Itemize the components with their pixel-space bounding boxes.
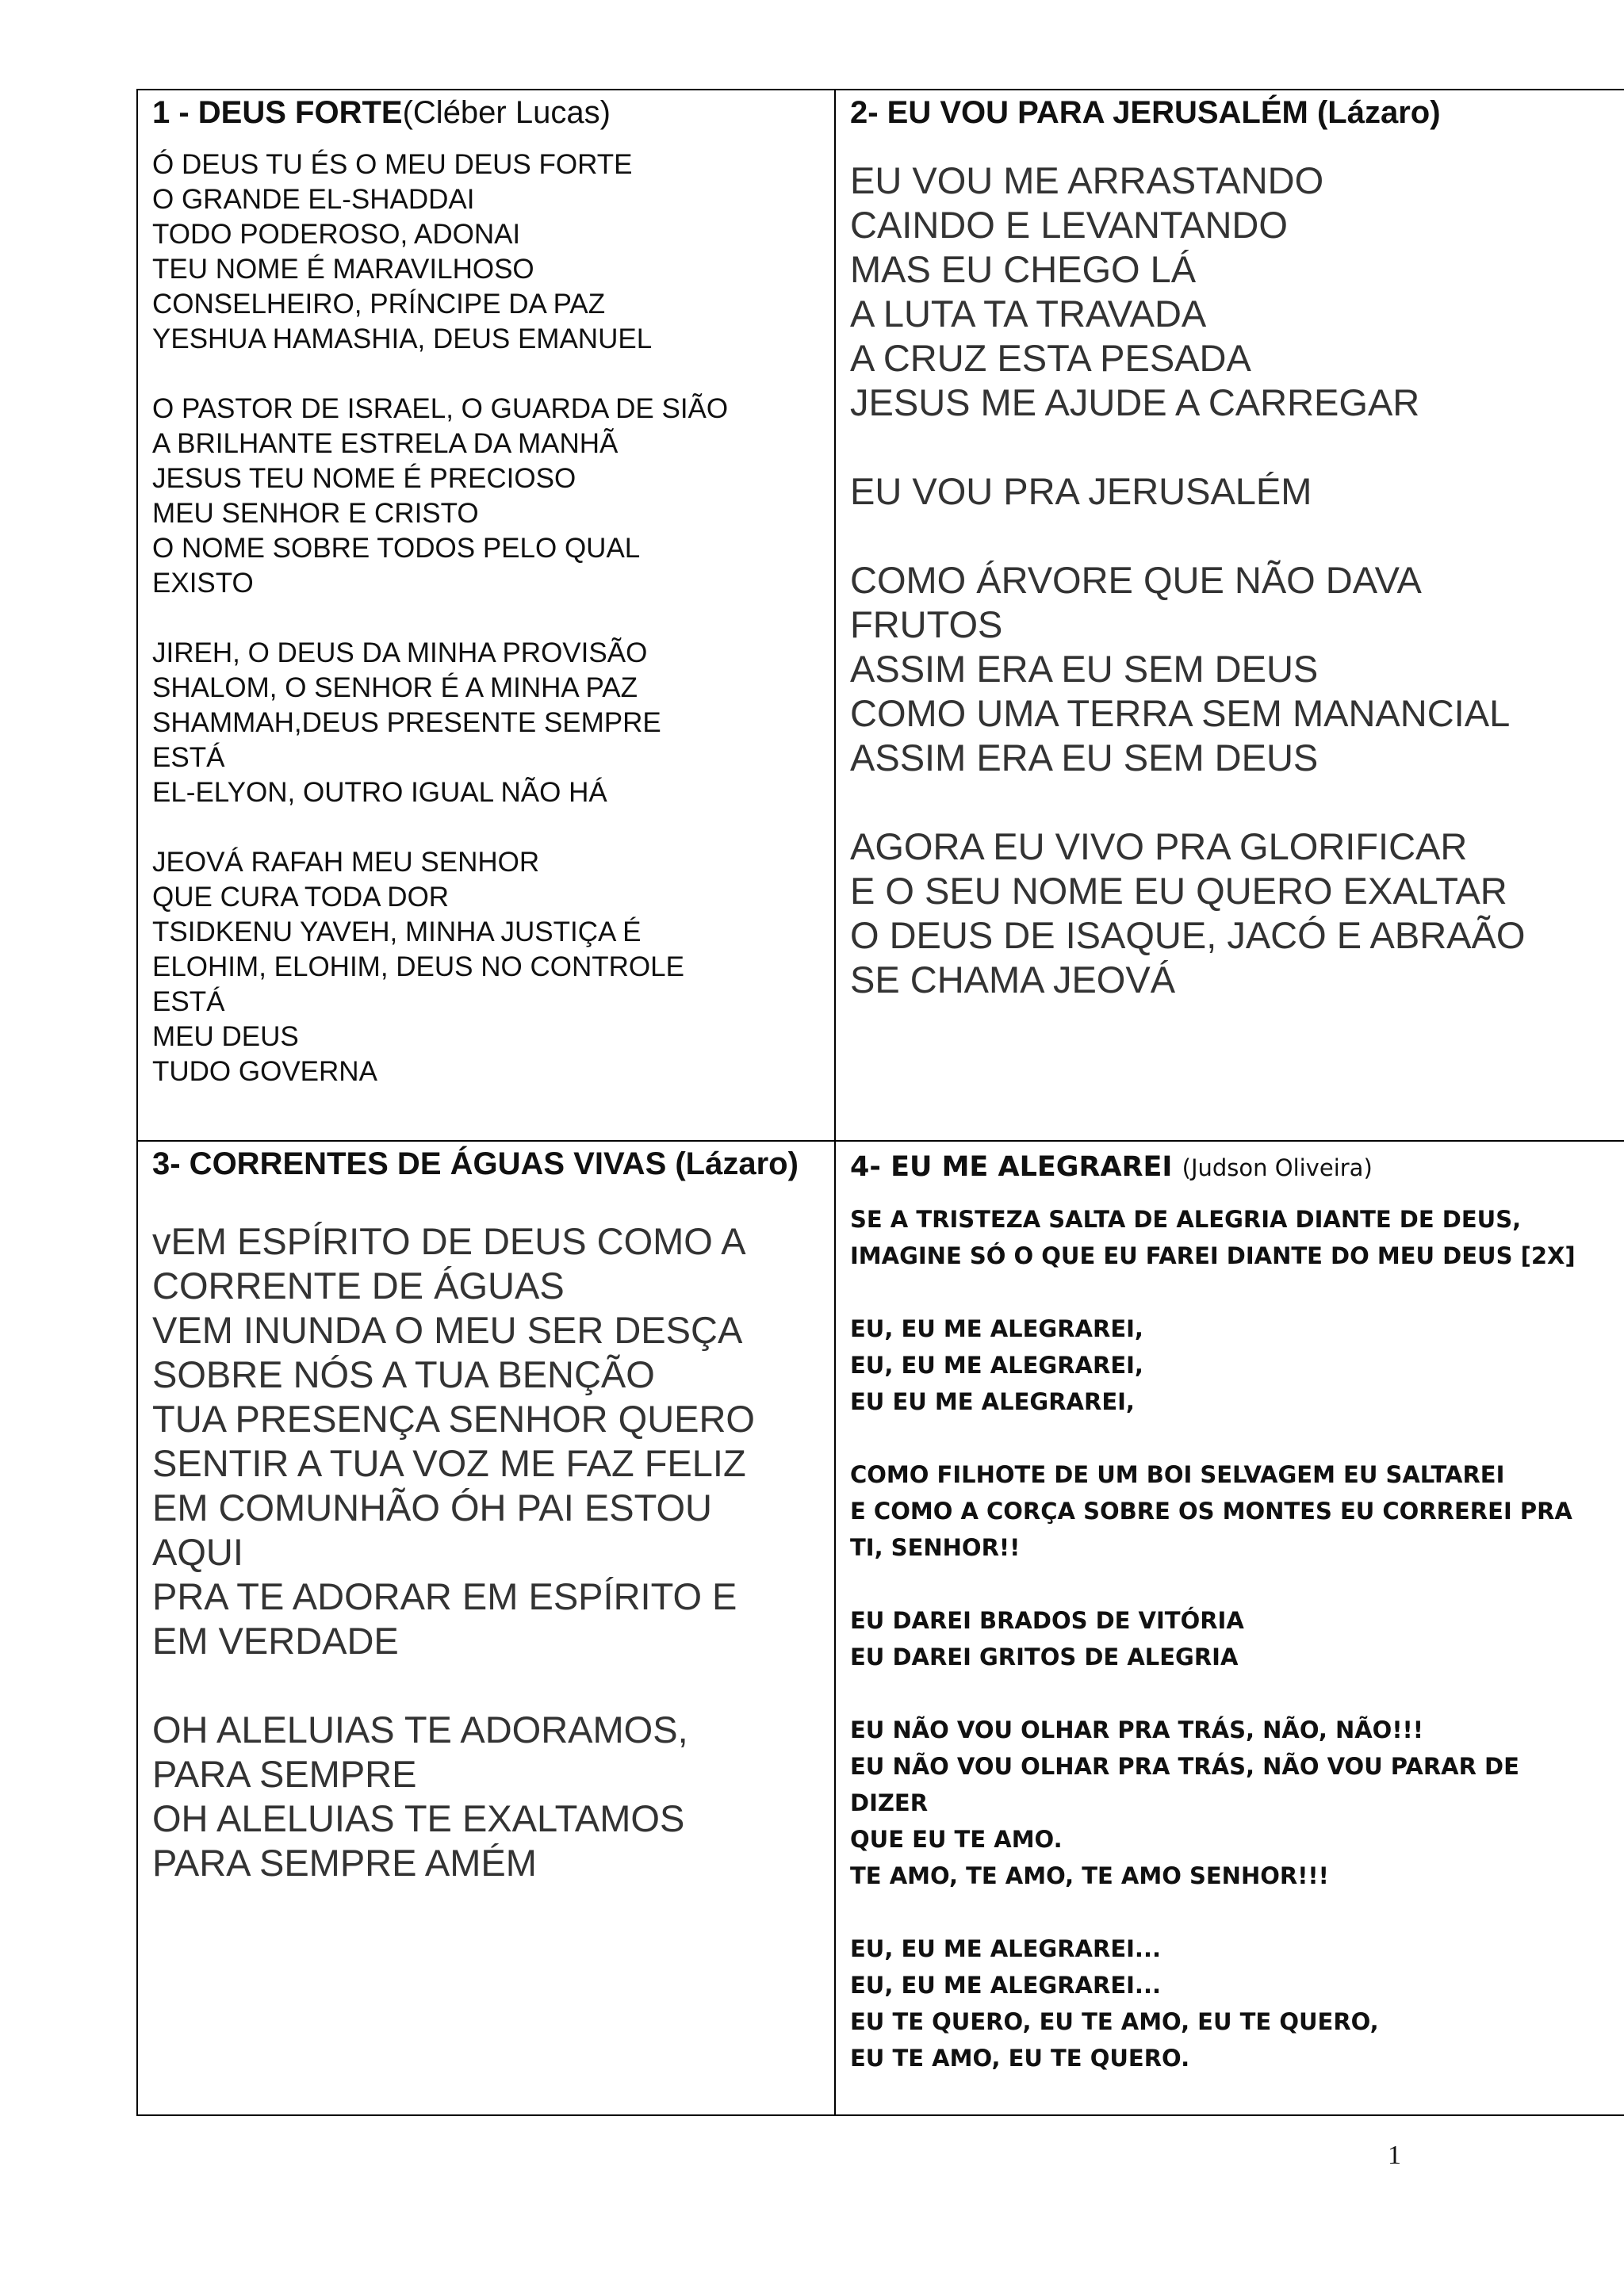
song-title: 4- EU ME ALEGRAREI — [850, 1151, 1173, 1183]
lyric-line: FRUTOS — [850, 603, 1003, 645]
lyric-line: EU NÃO VOU OLHAR PRA TRÁS, NÃO VOU PARAR DE — [850, 1753, 1519, 1780]
lyric-stanza — [850, 1201, 1622, 1274]
lyric-line: EM COMUNHÃO ÓH PAI ESTOU — [152, 1487, 712, 1529]
lyric-line: ELOHIM, ELOHIM, DEUS NO CONTROLE — [152, 951, 684, 982]
lyric-line: TODO PODEROSO, ADONAI — [152, 219, 521, 250]
lyric-line: ESTÁ — [152, 986, 225, 1017]
lyric-line: ASSIM ERA EU SEM DEUS — [850, 737, 1319, 779]
song-title: 2- EU VOU PARA JERUSALÉM (Lázaro) — [850, 95, 1441, 130]
lyric-stanza — [850, 558, 1622, 780]
lyric-stanza — [152, 1219, 820, 1663]
lyric-line: EU EU ME ALEGRAREI, — [850, 1388, 1135, 1415]
lyric-stanza — [850, 1456, 1622, 1566]
lyric-line: SENTIR A TUA VOZ ME FAZ FELIZ — [152, 1442, 746, 1484]
lyric-stanza — [152, 1708, 820, 1885]
lyric-line: EU VOU ME ARRASTANDO — [850, 159, 1324, 201]
lyric-line: OH ALELUIAS TE EXALTAMOS — [152, 1797, 685, 1839]
song-title: 3- CORRENTES DE ÁGUAS VIVAS (Lázaro) — [152, 1146, 799, 1181]
lyric-stanza — [152, 636, 820, 810]
song-cell-2 — [835, 90, 1624, 1141]
lyric-line: SE CHAMA JEOVÁ — [850, 959, 1176, 1001]
lyric-line: Ó DEUS TU ÉS O MEU DEUS FORTE — [152, 149, 633, 180]
lyric-line: JIREH, O DEUS DA MINHA PROVISÃO — [152, 637, 648, 668]
lyric-line: JESUS TEU NOME É PRECIOSO — [152, 463, 576, 494]
lyric-stanza — [850, 1311, 1622, 1420]
lyric-stanza — [850, 1931, 1622, 2076]
lyric-line: TE AMO, TE AMO, TE AMO SENHOR!!! — [850, 1862, 1329, 1889]
table-row — [137, 1141, 1624, 2115]
lyric-line: TUA PRESENÇA SENHOR QUERO — [152, 1398, 755, 1440]
lyric-stanza — [152, 147, 820, 357]
lyric-line: E O SEU NOME EU QUERO EXALTAR — [850, 870, 1507, 912]
lyric-line: TSIDKENU YAVEH, MINHA JUSTIÇA É — [152, 916, 642, 947]
lyric-stanza — [850, 825, 1622, 1002]
lyric-line: AGORA EU VIVO PRA GLORIFICAR — [850, 825, 1468, 867]
lyric-stanza — [152, 392, 820, 601]
song-author: (Judson Oliveira) — [1182, 1154, 1373, 1181]
lyric-line: MEU SENHOR E CRISTO — [152, 498, 479, 529]
lyric-line: O PASTOR DE ISRAEL, O GUARDA DE SIÃO — [152, 393, 729, 424]
lyric-line: DIZER — [850, 1789, 929, 1816]
lyric-line: PRA TE ADORAR EM ESPÍRITO E — [152, 1575, 737, 1617]
lyric-line: EU TE AMO, EU TE QUERO. — [850, 2045, 1190, 2072]
lyric-line: COMO FILHOTE DE UM BOI SELVAGEM EU SALTAREI — [850, 1461, 1505, 1488]
lyric-stanza — [850, 159, 1622, 425]
page-number: 1 — [1388, 2141, 1401, 2170]
lyric-line: E COMO A CORÇA SOBRE OS MONTES EU CORREREI PRA — [850, 1498, 1572, 1525]
lyric-line: OH ALELUIAS TE ADORAMOS, — [152, 1709, 688, 1751]
lyric-line: QUE EU TE AMO. — [850, 1826, 1063, 1853]
lyric-line: EM VERDADE — [152, 1620, 399, 1662]
lyric-stanza — [850, 469, 1622, 514]
lyric-line: EU, EU ME ALEGRAREI... — [850, 1935, 1161, 1962]
lyric-line: EU TE QUERO, EU TE AMO, EU TE QUERO, — [850, 2008, 1379, 2035]
lyric-line: SE A TRISTEZA SALTA DE ALEGRIA DIANTE DE DEUS, — [850, 1206, 1522, 1233]
lyric-line: SHAMMAH,DEUS PRESENTE SEMPRE — [152, 707, 661, 738]
lyric-line: JEOVÁ RAFAH MEU SENHOR — [152, 847, 540, 878]
lyric-stanza — [850, 1602, 1622, 1675]
lyric-line: TUDO GOVERNA — [152, 1056, 377, 1087]
lyric-line: EU NÃO VOU OLHAR PRA TRÁS, NÃO, NÃO!!! — [850, 1716, 1423, 1743]
lyric-line: O GRANDE EL-SHADDAI — [152, 184, 475, 215]
lyric-line: IMAGINE SÓ O QUE EU FAREI DIANTE DO MEU DEUS [2X] — [850, 1242, 1576, 1269]
table-row — [137, 90, 1624, 1141]
lyric-line: ESTÁ — [152, 742, 225, 773]
lyric-line: A BRILHANTE ESTRELA DA MANHÃ — [152, 428, 619, 459]
lyric-line: SOBRE NÓS A TUA BENÇÃO — [152, 1353, 655, 1395]
lyric-line: EU, EU ME ALEGRAREI, — [850, 1315, 1143, 1342]
lyric-stanza — [152, 845, 820, 1089]
lyric-line: PARA SEMPRE AMÉM — [152, 1842, 537, 1884]
lyric-line: TI, SENHOR!! — [850, 1534, 1021, 1561]
lyric-line: vEM ESPÍRITO DE DEUS COMO A — [152, 1220, 746, 1262]
song-title: 1 - DEUS FORTE — [152, 95, 403, 130]
lyric-line: MAS EU CHEGO LÁ — [850, 248, 1197, 290]
lyric-line: QUE CURA TODA DOR — [152, 882, 450, 913]
songs-table — [136, 89, 1624, 2116]
song-lyrics — [850, 1201, 1622, 2076]
lyric-line: COMO ÁRVORE QUE NÃO DAVA — [850, 559, 1422, 601]
song-author: (Cléber Lucas) — [402, 95, 611, 130]
lyric-line: YESHUA HAMASHIA, DEUS EMANUEL — [152, 323, 653, 354]
song-cell-3 — [137, 1141, 835, 2115]
lyric-line: A CRUZ ESTA PESADA — [850, 337, 1251, 379]
lyric-line: COMO UMA TERRA SEM MANANCIAL — [850, 692, 1511, 734]
lyric-line: O NOME SOBRE TODOS PELO QUAL — [152, 533, 641, 564]
lyric-line: O DEUS DE ISAQUE, JACÓ E ABRAÃO — [850, 914, 1526, 956]
song-cell-1 — [137, 90, 835, 1141]
lyric-line: CORRENTE DE ÁGUAS — [152, 1265, 565, 1307]
song-lyrics — [152, 147, 820, 1089]
lyric-line: EL-ELYON, OUTRO IGUAL NÃO HÁ — [152, 777, 607, 808]
lyric-line: JESUS ME AJUDE A CARREGAR — [850, 381, 1420, 423]
lyric-line: VEM INUNDA O MEU SER DESÇA — [152, 1309, 743, 1351]
lyric-line: PARA SEMPRE — [152, 1753, 417, 1795]
lyric-line: SHALOM, O SENHOR É A MINHA PAZ — [152, 672, 638, 703]
lyric-line: EU, EU ME ALEGRAREI, — [850, 1352, 1143, 1379]
lyric-line: CAINDO E LEVANTANDO — [850, 204, 1288, 246]
lyric-line: EU VOU PRA JERUSALÉM — [850, 470, 1312, 512]
lyric-line: ASSIM ERA EU SEM DEUS — [850, 648, 1319, 690]
lyric-stanza — [850, 1712, 1622, 1894]
lyric-line: EXISTO — [152, 568, 254, 599]
lyric-line: EU DAREI BRADOS DE VITÓRIA — [850, 1607, 1244, 1634]
lyric-line: AQUI — [152, 1531, 243, 1573]
lyric-line: A LUTA TA TRAVADA — [850, 293, 1207, 335]
song-cell-4 — [835, 1141, 1624, 2115]
song-lyrics — [850, 159, 1622, 1002]
lyric-line: EU DAREI GRITOS DE ALEGRIA — [850, 1644, 1239, 1670]
lyric-line: TEU NOME É MARAVILHOSO — [152, 254, 534, 285]
lyric-line: CONSELHEIRO, PRÍNCIPE DA PAZ — [152, 289, 606, 320]
lyric-line: MEU DEUS — [152, 1021, 299, 1052]
song-lyrics — [152, 1219, 820, 1885]
lyric-line: EU, EU ME ALEGRAREI... — [850, 1972, 1161, 1999]
